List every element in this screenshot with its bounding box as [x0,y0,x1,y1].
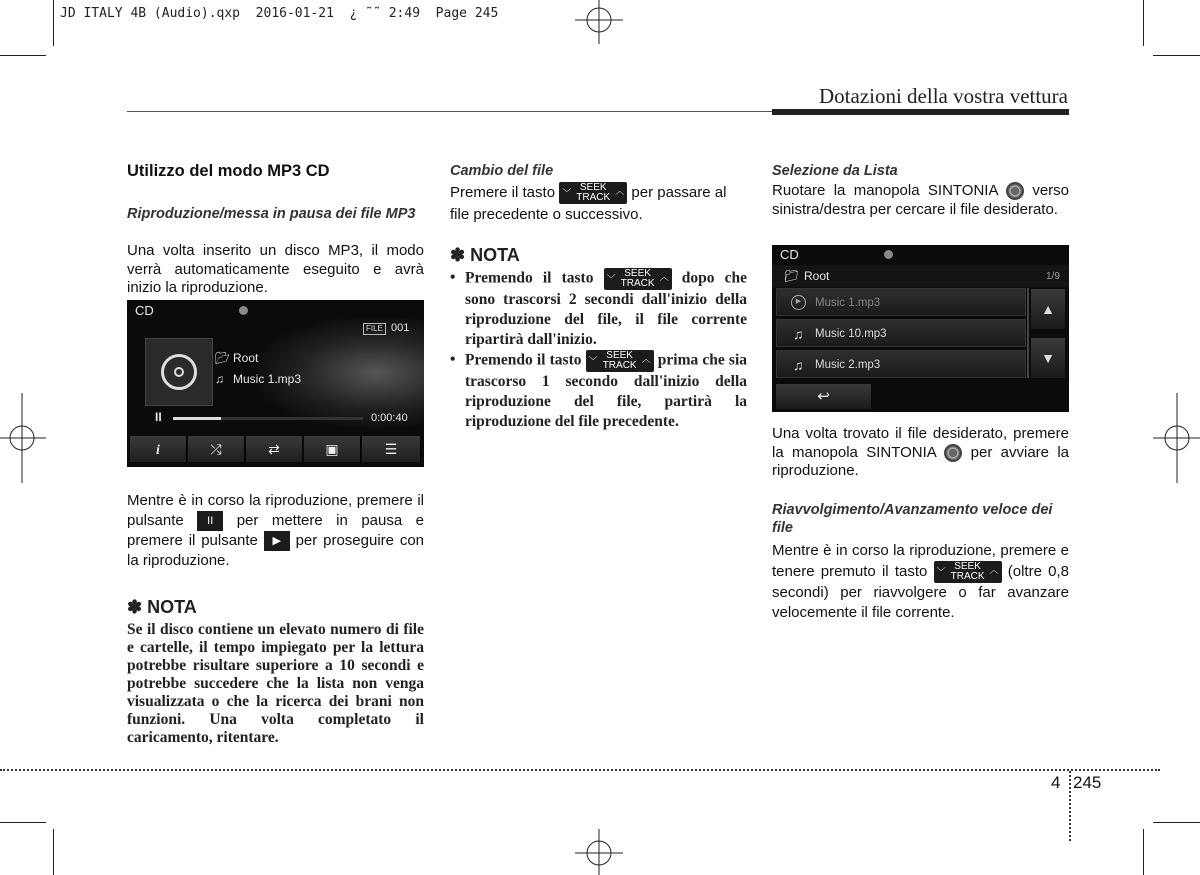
registration-mark-bottom [572,829,626,875]
shuffle-button[interactable] [188,436,245,462]
item-label: Music 2.mp3 [815,359,881,371]
crop-mark [0,822,46,823]
seek-label: SEEK [606,350,633,361]
text: prima che sia trascorso 1 secondo dall'inizio della riproduzione del file, partirà la riproduzione del file precedente. [465,351,748,430]
seek-label: SEEK [954,561,981,572]
registration-mark-top [572,0,626,46]
note-title: ✽ NOTA [450,245,520,265]
down-arrow-icon: ▼ [1041,350,1055,366]
progress-fill [173,417,221,420]
folder-icon: 📁︎ [784,269,800,283]
list-item-2[interactable] [776,319,1026,347]
repeat-button[interactable] [246,436,303,462]
folder-name: Root [233,351,259,365]
crop-mark [53,0,54,46]
mode-label: CD [135,303,154,318]
pause-key-icon: II [197,511,223,531]
header-rule-thin [127,111,772,112]
crop-mark [1143,0,1144,46]
seek-label: SEEK [624,268,651,279]
seek-track-key-icon: ﹀ SEEK TRACK ︿ [559,182,627,204]
music-note-icon: ♫ [215,372,224,386]
info-button[interactable] [130,436,187,462]
scrollbar[interactable] [1027,288,1029,378]
scroll-up-button[interactable] [1031,289,1065,329]
list-icon: ☰ [384,441,398,457]
text: Ruotare la manopola SINTONIA [772,182,998,199]
text: Mentre è in corso la riproduzione, premere il pulsante [127,492,424,529]
text: Una volta trovato il file desiderato, premere la manopola SINTONIA [772,425,1069,461]
text: Premendo il tasto [465,269,594,287]
list-item-1[interactable] [776,288,1026,316]
registration-mark-left [0,393,46,483]
crop-mark [1153,55,1200,56]
disc-indicator-icon [884,250,893,259]
text: Mentre è in corso la riproduzione, premere e tenere premuto il tasto [772,542,1069,580]
section-header: Dotazioni della vostra vettura [819,84,1068,108]
paragraph-list-select [772,182,1069,219]
chapter-number: 4 [1051,773,1061,792]
subheading-list-select: Selezione da Lista [772,163,898,179]
scroll-down-button[interactable] [1031,338,1065,378]
text: dopo che sono trascorsi 2 secondi dall'inizio della riproduzione del file, il file corrente ripartirà dall'inizio. [465,269,748,348]
seek-track-key-icon: ﹀ SEEK TRACK ︿ [586,350,654,372]
paragraph-confirm [772,425,1069,481]
repeat-icon: ⇄ [268,441,280,457]
crop-mark [1143,829,1144,875]
crop-mark [0,55,46,56]
track-label: TRACK [576,192,611,204]
item-label: Music 1.mp3 [815,297,881,309]
subheading-play-pause: Riproduzione/messa in pausa dei file MP3 [127,206,416,222]
elapsed-time: 0:00:40 [371,412,408,424]
item-label: Music 10.mp3 [815,328,887,340]
info-icon: i [156,443,160,458]
paragraph-pause [127,491,424,571]
subheading-file-change: Cambio del file [450,163,554,179]
music-note-icon: ♫ [793,326,804,342]
page-number: 245 [1073,773,1102,792]
shuffle-icon: ⤮ [210,441,222,457]
paragraph-fast-forward [772,541,1069,623]
note-list [450,268,747,432]
print-slug: JD ITALY 4B (Audio).qxp 2016-01-21 ¿ ˜˜ 2:49 Page 245 [60,6,499,21]
track-name: Music 1.mp3 [233,372,302,386]
text: per passare al file precedente o successivo. [450,184,727,224]
cd-playback-screen [127,300,424,467]
cd-art [145,338,213,406]
section-title: Utilizzo del modo MP3 CD [127,162,330,180]
note-title: ✽ NOTA [127,597,197,617]
paragraph-file-change [450,182,747,225]
track-label: TRACK [620,278,655,289]
crop-mark [53,829,54,875]
cd-list-screen [772,245,1069,412]
footer-dotted-divider [1069,771,1071,841]
seek-track-key-icon: ﹀ SEEK TRACK ︿ [604,268,672,290]
track-label: TRACK [950,571,985,582]
note-text: Se il disco contiene un elevato numero di file e cartelle, il tempo impiegato per la lettura potrebbe risultare superiore a 10 secondi e potrebbe succedere che la lista non venga visualizzata o che la ricerca dei brani non funzioni. Una volta completato il caricamento, ritentare. [127,621,424,746]
track-label: TRACK [602,360,637,371]
mode-label: CD [780,247,799,262]
file-number: 001 [391,322,410,334]
header-rule-thick [772,109,1069,115]
text: Premendo il tasto [465,351,582,369]
folder-button[interactable] [304,436,361,462]
back-icon: ↩ [817,388,830,405]
seek-label: SEEK [579,182,607,194]
page-indicator: 1/9 [1046,271,1060,282]
now-playing-icon: ▶ [791,295,806,310]
paragraph: Una volta inserito un disco MP3, il modo verrà automaticamente eseguito e avrà inizio la riproduzione. [127,242,424,296]
tune-knob-icon [1006,182,1024,200]
subheading-fast-forward: Riavvolgimento/Avanzamento veloce dei file [772,502,1053,536]
text: (oltre 0,8 secondi) per riavvolgere o far avanzare velocemente il file corrente. [772,562,1069,621]
disc-indicator-icon [239,306,248,315]
list-item [450,268,747,350]
music-note-icon: ♫ [793,357,804,373]
text: per mettere in pausa e premere il pulsante [127,512,425,550]
footer-dotted-rule [0,769,1160,771]
text: per avviare la riproduzione. [772,443,1070,479]
seek-track-key-icon: ﹀ SEEK TRACK ︿ [934,561,1002,583]
pause-icon[interactable]: II [155,410,162,424]
list-button[interactable] [362,436,421,462]
registration-mark-right [1153,393,1200,483]
tune-knob-icon [944,444,962,462]
list-item-3[interactable] [776,350,1026,378]
play-key-icon: ▶ [264,531,290,551]
list-item [450,350,747,432]
crop-mark [1153,822,1200,823]
progress-track[interactable] [173,417,363,420]
cd-icon-center [174,367,184,377]
back-button[interactable] [776,384,871,409]
folder-icon: 📂︎ [215,351,231,365]
text: Premere il tasto [450,184,556,201]
up-arrow-icon: ▲ [1041,301,1055,317]
folder-name: Root [804,269,830,283]
text: verso sinistra/destra per cercare il file desiderato. [772,182,1069,218]
file-tag: FILE [363,323,386,335]
folder-list-icon: ▣ [325,441,339,457]
text: per proseguire con la riproduzione. [127,532,425,570]
